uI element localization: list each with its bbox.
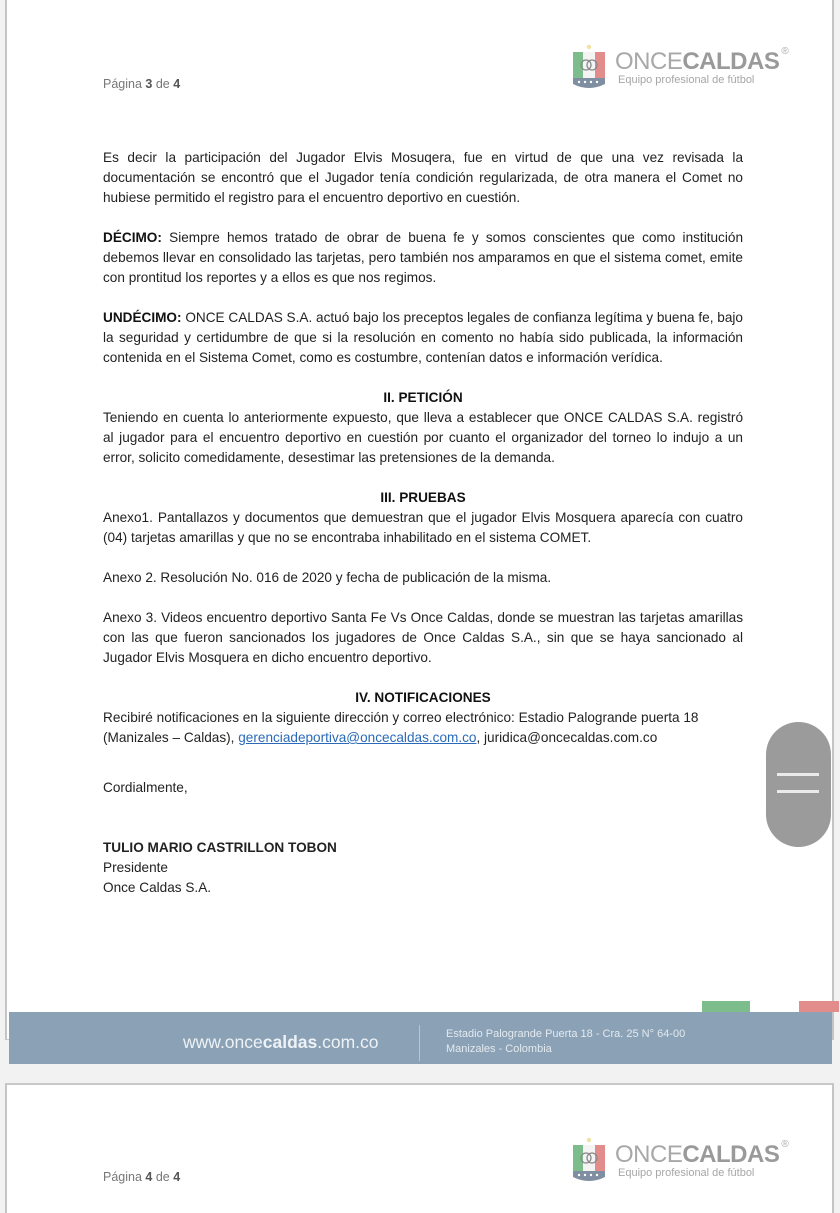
club-logo (571, 40, 801, 100)
section-heading-peticion: II. PETICIÓN (383, 390, 463, 405)
anexo-1: Anexo1. Pantallazos y documentos que demuestran que el jugador Elvis Mosquera aparecía con cuatro (04) tarjetas amarillas y que no se encontraba inhabilitado en el sistema COMET. (103, 510, 743, 545)
scroll-handle[interactable] (766, 722, 831, 847)
undecimo-label: UNDÉCIMO: (103, 310, 182, 325)
signer-title: Presidente (103, 860, 168, 875)
email-juridica: juridica@oncecaldas.com.co (484, 730, 658, 745)
logo-tagline: Equipo profesional de fútbol (618, 1167, 755, 1179)
footer-flag-green (702, 1001, 750, 1012)
decimo-paragraph (103, 228, 743, 288)
club-logo (571, 1133, 801, 1193)
undecimo-paragraph (103, 308, 743, 368)
footer-divider (419, 1025, 420, 1061)
signer-org: Once Caldas S.A. (103, 880, 212, 895)
anexo-2: Anexo 2. Resolución No. 016 de 2020 y fecha de publicación de la misma. (103, 570, 552, 585)
decimo-label: DÉCIMO: (103, 230, 162, 245)
logo-wordmark: ONCECALDAS ® (615, 1139, 789, 1168)
notificaciones-text: Recibiré notificaciones en la siguiente dirección y correo electrónico: Estadio Palogrande puerta 18 (Manizales – Caldas), (103, 710, 699, 745)
page-current: 3 (145, 77, 153, 91)
peticion-paragraph: Teniendo en cuenta lo anteriormente expuesto, que lleva a establecer que ONCE CALDAS S.A. registró al jugador para el encuentro deportivo en cuestión por cuanto el organizador del torneo lo indujo a un error, solicito comedidamente, desestimar las pretensiones de la demanda. (103, 410, 743, 465)
logo-wordmark: ONCECALDAS ® (615, 46, 789, 75)
page-current: 4 (145, 1170, 153, 1184)
page-label: Página (103, 77, 142, 91)
logo-tagline: Equipo profesional de fútbol (618, 74, 755, 86)
section-heading-notificaciones: IV. NOTIFICACIONES (355, 690, 491, 705)
address-line-1: Estadio Palogrande Puerta 18 - Cra. 25 N° 64-00 (446, 1028, 686, 1040)
email-separator: , (476, 730, 485, 745)
page-number (103, 1170, 180, 1184)
document-page-3 (5, 0, 834, 1055)
page-of: de (155, 77, 170, 91)
club-crest-icon (571, 44, 607, 90)
decimo-text: Siempre hemos tratado de obrar de buena fe y somos conscientes que como institución debemos llevar en consolidado las tarjetas, pero también nos amparamos en que el sistema comet, emite con prontitud los reportes y a ellos es que nos regimos. (103, 230, 743, 285)
footer-flag-red (799, 1001, 839, 1012)
footer-website: www.oncecaldas.com.co (183, 1032, 379, 1052)
drag-handle-icon (777, 773, 819, 776)
address-line-2: Manizales - Colombia (446, 1043, 552, 1055)
page-of: de (155, 1170, 170, 1184)
page-number (103, 77, 180, 91)
section-heading-pruebas: III. PRUEBAS (380, 490, 466, 505)
footer-address (446, 1027, 685, 1057)
closing: Cordialmente, (103, 780, 188, 795)
document-body (103, 148, 743, 898)
undecimo-text: ONCE CALDAS S.A. actuó bajo los preceptos legales de confianza legítima y buena fe, bajo la seguridad y certidumbre de que si la resolución en comento no había sido publicada, la información contenida en el Sistema Comet, como es costumbre, contenían datos e información verídica. (103, 310, 743, 365)
drag-handle-icon (777, 790, 819, 793)
email-link-gerencia[interactable]: gerenciadeportiva@oncecaldas.com.co (238, 730, 477, 745)
footer-band (9, 1012, 832, 1064)
page-total: 4 (173, 1170, 181, 1184)
club-crest-icon (571, 1137, 607, 1183)
document-page-4 (5, 1083, 834, 1213)
page-total: 4 (173, 77, 181, 91)
signer-name: TULIO MARIO CASTRILLON TOBON (103, 840, 337, 855)
intro-paragraph: Es decir la participación del Jugador Elvis Mosuqera, fue en virtud de que una vez revisada la documentación se encontró que el Jugador tenía condición regularizada, de otra manera el Comet no hubiese permitido el registro para el encuentro deportivo en cuestión. (103, 150, 743, 205)
anexo-3: Anexo 3. Videos encuentro deportivo Santa Fe Vs Once Caldas, donde se muestran las tarjetas amarillas con las que fueron sancionados los jugadores de Once Caldas S.A., sin que se haya sancionado al Jugador Elvis Mosquera en dicho encuentro deportivo. (103, 610, 743, 665)
page-label: Página (103, 1170, 142, 1184)
notificaciones-paragraph (103, 708, 743, 748)
